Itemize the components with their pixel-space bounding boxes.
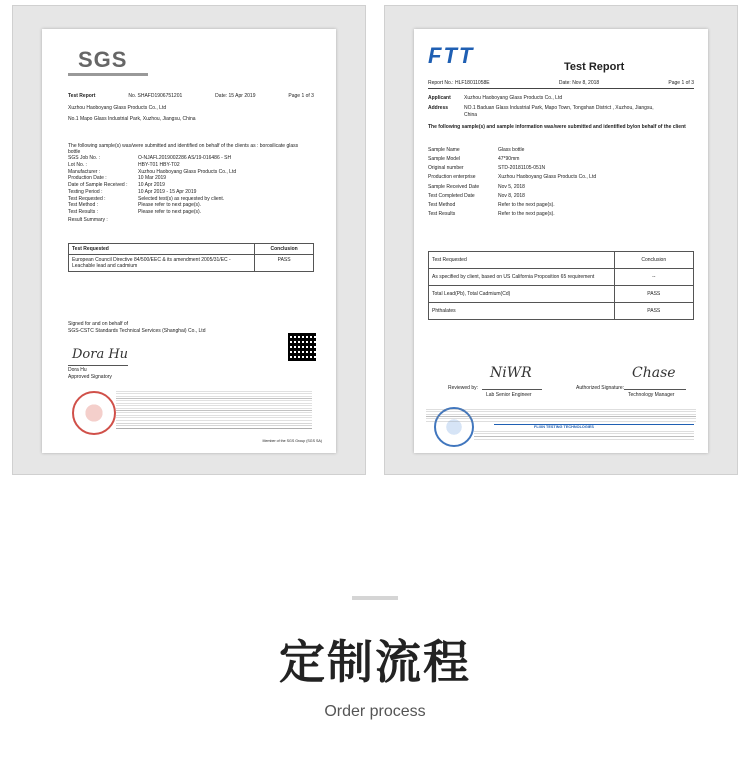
ftt-reviewer-role: Lab Senior Engineer [486, 392, 532, 398]
ftt-reviewer-signature: NiWR [490, 365, 532, 381]
ftt-authorized-signature: Chase [632, 365, 676, 381]
sgs-signed-block [68, 321, 268, 335]
sgs-field-key: Date of Sample Received : [68, 182, 128, 188]
sgs-signed-text: Signed for and on behalf of [68, 321, 129, 327]
ftt-field-value: Nov 5, 2018 [498, 183, 525, 190]
sgs-field-row [68, 196, 314, 203]
ftt-table-cell-test: As specified by client, based on US California Proposition 65 requirement [429, 269, 615, 286]
ftt-address-fine-print [474, 431, 694, 441]
ftt-report-date: Date: Nov 8, 2018 [558, 80, 600, 86]
sgs-field-value: 10 Apr 2019 [138, 182, 165, 188]
sgs-field-value: Xuzhou Haoboyang Glass Products Co., Ltd [138, 168, 237, 175]
ftt-field-value: Refer to the next page(s). [498, 210, 555, 217]
ftt-applicant-value: Xuzhou Haoboyang Glass Products Co., Ltd [464, 95, 563, 101]
sgs-address-fine-print [116, 423, 312, 431]
section-heading-en: Order process [324, 703, 426, 720]
sgs-report-page: Page 1 of 3 [288, 93, 314, 99]
ftt-footer-company: FLIXN TESTING TECHNOLOGIES [534, 425, 594, 429]
ftt-field-row [428, 147, 694, 154]
ftt-table-cell-conclusion: PASS [614, 303, 694, 320]
ftt-table-cell-test: Phthalates [429, 303, 615, 320]
ftt-fields [428, 147, 694, 220]
ftt-logo: FTT [428, 43, 475, 68]
qr-code-icon [288, 333, 316, 361]
ftt-field-value: Nov 8, 2018 [498, 192, 525, 199]
ftt-table-header-conclusion: Conclusion [614, 252, 694, 269]
sgs-fine-print [116, 391, 312, 421]
sgs-field-key: Production Date : [68, 175, 107, 182]
sgs-report-title: Test Report [68, 93, 96, 99]
ftt-field-key: Sample Received Date [428, 183, 480, 190]
ftt-certificate [414, 29, 708, 453]
ftt-table-cell-test: Total Lead(Pb), Total Cadmium(Cd) [429, 286, 615, 303]
ftt-field-key: Sample Model [428, 156, 460, 163]
ftt-applicant-key: Applicant [428, 95, 451, 101]
sgs-field-value: Please refer to next page(s). [138, 209, 202, 215]
ftt-certificate-frame [384, 5, 738, 475]
sgs-field-row [68, 169, 314, 176]
sgs-field-key: Manufacturer : [68, 168, 101, 175]
sgs-logo-bar [68, 73, 148, 76]
sgs-header-row [68, 93, 314, 100]
ftt-field-key: Test Results [428, 210, 456, 217]
sgs-signer-role: Approved Signatory [68, 373, 112, 380]
ftt-authorized-label: Authorized Signature: [576, 385, 625, 391]
sgs-signed-org: SGS-CSTC Standards Technical Services (Shanghai) Co., Ltd [68, 327, 206, 334]
ftt-result-table [428, 251, 694, 320]
sgs-field-row [68, 162, 314, 169]
sgs-field-value: HBY-T01 HBY-T02 [138, 161, 180, 168]
ftt-authorized-role: Technology Manager [628, 392, 675, 398]
sgs-report-date: Date: 15 Apr 2019 [215, 93, 256, 99]
ftt-table-cell-conclusion: -- [614, 269, 694, 286]
sgs-intro: The following sample(s) was/were submitted and identified on behalf of the clients as : borosilicate glass bottle [68, 142, 299, 156]
sgs-address: No.1 Mapo Glass Industrial Park, Xuzhou, Jiangsu, China [68, 115, 196, 122]
sgs-field-value: 10 Apr 2019 - 15 Apr 2019 [138, 188, 197, 195]
ftt-field-key: Test Method [428, 201, 456, 208]
ftt-authorized-line [624, 389, 686, 390]
sgs-result-table [68, 243, 314, 272]
section-heading-zh: 定制流程 [279, 635, 471, 689]
sgs-field-row [68, 189, 314, 196]
ftt-field-value: 47*90mm [498, 156, 520, 163]
ftt-field-row [428, 165, 694, 172]
heading-divider [352, 596, 398, 600]
sgs-client-block [68, 105, 308, 156]
ftt-field-value: Glass bottle [498, 147, 525, 153]
ftt-field-row [428, 202, 694, 209]
sgs-signer-block [68, 367, 112, 381]
ftt-field-row [428, 174, 694, 181]
sgs-company: Xuzhou Haoboyang Glass Products Co., Ltd [68, 105, 167, 111]
ftt-address-key: Address [428, 104, 449, 111]
sgs-field-row [68, 182, 314, 189]
sgs-field-row [68, 175, 314, 182]
sgs-summary-label: Result Summary : [68, 216, 108, 223]
sgs-signature-line [68, 365, 128, 366]
ftt-footer-rule [494, 424, 694, 425]
ftt-report-no: Report No.: HLF18011058E [428, 80, 490, 86]
sgs-logo: SGS [78, 47, 128, 72]
ftt-report-page: Page 1 of 3 [668, 80, 694, 86]
ftt-table-cell-conclusion: PASS [614, 286, 694, 303]
sgs-field-key: Test Requested : [68, 195, 106, 202]
sgs-table-cell-test: European Council Directive 84/500/EEC & its amendment 2005/31/EC -Leachable lead and cadmium [69, 255, 255, 272]
sgs-footer: Member of the SGS Group (SGS SA) [262, 439, 322, 443]
ftt-field-value: Refer to the next page(s). [498, 201, 555, 208]
ftt-field-row [428, 184, 694, 191]
sgs-table-header-test: Test Requested [69, 244, 255, 255]
ftt-field-row [428, 156, 694, 163]
sgs-field-row [68, 202, 314, 209]
ftt-report-title: Test Report [564, 61, 625, 73]
ftt-applicant-block [428, 95, 694, 131]
ftt-reviewed-label: Reviewed by: [448, 385, 479, 391]
ftt-field-key: Production enterprise [428, 174, 476, 181]
sgs-field-value: O-NJAFL2019002286 AS/19-016486 - SH [138, 155, 232, 161]
sgs-signer-name: Dora Hu [68, 367, 87, 373]
sgs-field-row [68, 209, 314, 216]
sgs-signature: Dora Hu [72, 347, 129, 362]
ftt-intro: The following sample(s) and sample information was/were submitted and identified by/on behalf of the client [428, 124, 686, 131]
ftt-field-key: Original number [428, 165, 464, 172]
ftt-address-value: NO.1 Baduan Glass Industrial Park, Mapo Town, Tongshan District , Xuzhou, Jiangsu, China [464, 104, 654, 118]
ftt-header-row [428, 80, 694, 89]
ftt-fine-print [426, 409, 696, 423]
ftt-field-value: Xuzhou Haoboyang Glass Products Co., Ltd [498, 174, 597, 181]
sgs-certificate-frame [12, 5, 366, 475]
sgs-field-value: Please refer to next page(s). [138, 202, 202, 209]
sgs-field-value: 10 Mar 2019 [138, 175, 167, 182]
sgs-field-key: Test Method : [68, 202, 99, 209]
ftt-field-key: Sample Name [428, 147, 460, 153]
sgs-fields [68, 155, 314, 224]
ftt-field-row [428, 211, 694, 218]
sgs-certificate [42, 29, 336, 453]
sgs-field-key: SGS Job No. : [68, 155, 100, 161]
ftt-field-row [428, 193, 694, 200]
ftt-table-header-test: Test Requested [429, 252, 615, 269]
sgs-field-value: Selected test(s) as requested by client. [138, 195, 225, 202]
sgs-field-row [68, 155, 314, 162]
sgs-seal-icon [72, 391, 116, 435]
sgs-table-header-conclusion: Conclusion [255, 244, 314, 255]
ftt-field-key: Test Completed Date [428, 192, 475, 199]
sgs-field-key: Testing Period : [68, 188, 103, 195]
sgs-report-no: No. SHAFD1906751201 [128, 93, 183, 99]
ftt-field-value: STD-20181105-051N [498, 165, 546, 172]
ftt-reviewer-line [482, 389, 542, 390]
sgs-table-cell-conclusion: PASS [255, 255, 314, 272]
sgs-field-key: Lot No. : [68, 161, 87, 168]
sgs-field-key: Test Results : [68, 209, 99, 215]
